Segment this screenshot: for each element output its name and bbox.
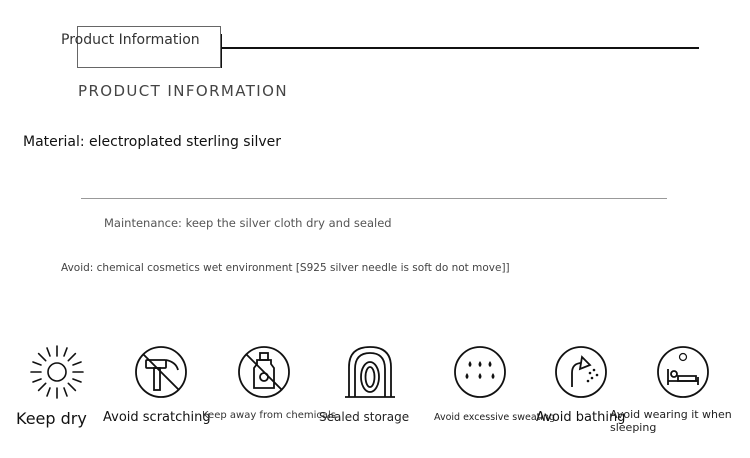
sun-icon xyxy=(28,343,86,401)
section-title: Product Information xyxy=(61,32,200,48)
sealed-bag-icon xyxy=(341,343,399,401)
avoid-sleeping-label: Avoid wearing it when sleeping xyxy=(610,408,732,434)
keep-dry-label: Keep dry xyxy=(16,409,87,428)
sweat-drops-icon xyxy=(451,343,509,401)
shower-icon xyxy=(552,343,610,401)
avoid-scratching-label: Avoid scratching xyxy=(103,410,211,425)
header-rule xyxy=(221,47,699,49)
maintenance-text: Maintenance: keep the silver cloth dry and sealed xyxy=(104,216,392,230)
keep-away-chemicals-label: Keep away from chemicals xyxy=(202,410,336,421)
sealed-storage-label: Sealed storage xyxy=(319,410,410,424)
sleep-icon xyxy=(654,343,712,401)
divider xyxy=(81,198,667,199)
avoid-bathing-label: Avoid bathing xyxy=(536,410,626,425)
avoid-sweating-label: Avoid excessive sweating xyxy=(434,412,556,423)
no-bottle-icon xyxy=(235,343,293,401)
section-subtitle: PRODUCT INFORMATION xyxy=(78,82,288,100)
avoid-text: Avoid: chemical cosmetics wet environment [S925 silver needle is soft do not move]] xyxy=(61,262,510,274)
material-text: Material: electroplated sterling silver xyxy=(23,134,282,150)
no-hammer-icon xyxy=(132,343,190,401)
